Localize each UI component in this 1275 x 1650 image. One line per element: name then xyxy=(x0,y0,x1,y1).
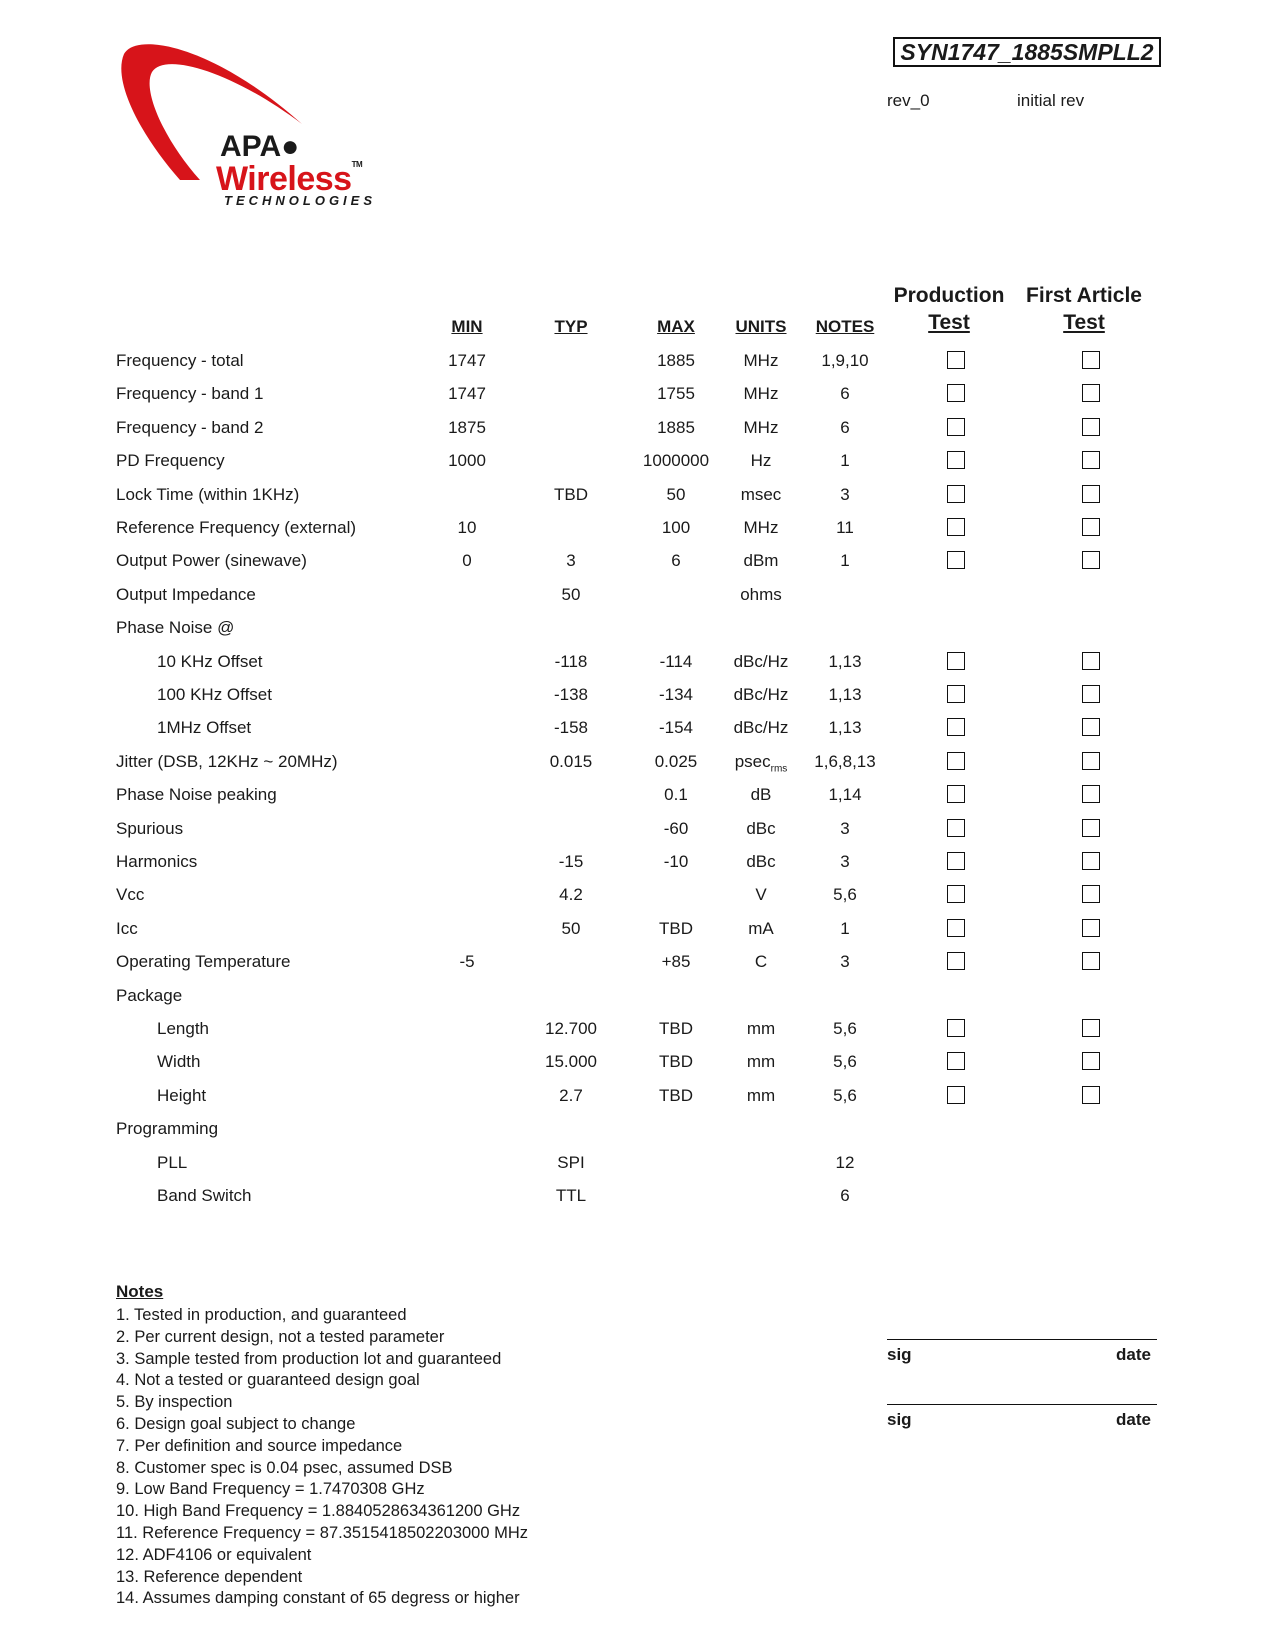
first-article-test-checkbox[interactable] xyxy=(1082,685,1100,703)
min-value: -5 xyxy=(459,952,475,971)
parameter-name: Phase Noise @ xyxy=(116,618,235,637)
production-test-checkbox[interactable] xyxy=(947,685,965,703)
parameter-name: Band Switch xyxy=(157,1186,252,1205)
units-text: MHz xyxy=(743,384,779,403)
min-value: 1747 xyxy=(448,351,486,370)
parameter-name: Programming xyxy=(116,1119,219,1138)
max-value: -154 xyxy=(658,718,694,737)
signature-line-1[interactable] xyxy=(887,1339,1157,1340)
column-header-max: MAX xyxy=(657,317,695,336)
max-value: 1885 xyxy=(657,351,695,370)
first-article-test-checkbox[interactable] xyxy=(1082,819,1100,837)
signature-label-2: sig xyxy=(887,1410,912,1429)
production-test-checkbox[interactable] xyxy=(947,652,965,670)
typ-value: -158 xyxy=(553,718,589,737)
table-row xyxy=(0,418,1275,448)
units-text: MHz xyxy=(743,418,779,437)
date-label-2: date xyxy=(1116,1410,1151,1429)
table-row xyxy=(0,1153,1275,1183)
note-item: 11. Reference Frequency = 87.3515418502203000 MHz xyxy=(116,1523,529,1542)
parameter-name: Output Power (sinewave) xyxy=(116,551,307,570)
note-item: 12. ADF4106 or equivalent xyxy=(116,1545,312,1564)
first-article-test-checkbox[interactable] xyxy=(1082,518,1100,536)
first-article-test-checkbox[interactable] xyxy=(1082,885,1100,903)
first-article-test-header-line1: First Article xyxy=(1026,284,1142,307)
typ-value: 15.000 xyxy=(545,1052,597,1071)
parameter-name: Output Impedance xyxy=(116,585,256,604)
first-article-test-checkbox[interactable] xyxy=(1082,384,1100,402)
max-value: 50 xyxy=(666,485,686,504)
first-article-test-checkbox[interactable] xyxy=(1082,785,1100,803)
note-item: 1. Tested in production, and guaranteed xyxy=(116,1306,407,1324)
units-text: mA xyxy=(748,919,774,938)
production-test-header-line2: Test xyxy=(928,311,970,334)
production-test-checkbox[interactable] xyxy=(947,551,965,569)
notes-ref: 6 xyxy=(840,418,850,437)
table-row xyxy=(0,752,1275,782)
parameter-name: Frequency - band 2 xyxy=(116,418,264,437)
table-row xyxy=(0,451,1275,481)
logo-apa-text: APA● xyxy=(220,130,300,163)
note-item: 5. By inspection xyxy=(116,1393,233,1412)
signature-label-1: sig xyxy=(887,1345,912,1364)
typ-value: 50 xyxy=(561,919,581,938)
production-test-checkbox[interactable] xyxy=(947,384,965,402)
table-row xyxy=(0,518,1275,548)
notes-ref: 1 xyxy=(840,551,850,570)
production-test-checkbox[interactable] xyxy=(947,885,965,903)
table-row xyxy=(0,685,1275,715)
max-value: +85 xyxy=(661,952,691,971)
first-article-test-checkbox[interactable] xyxy=(1082,852,1100,870)
table-row xyxy=(0,585,1275,615)
notes-ref: 5,6 xyxy=(833,1019,857,1038)
units-text: ohms xyxy=(740,585,782,604)
notes-ref: 6 xyxy=(840,1186,850,1205)
notes-ref: 1,13 xyxy=(828,652,862,671)
table-row xyxy=(0,551,1275,581)
table-row xyxy=(0,351,1275,381)
production-test-checkbox[interactable] xyxy=(947,919,965,937)
table-row xyxy=(0,1052,1275,1082)
max-value: -10 xyxy=(663,852,689,871)
units-text: dBc xyxy=(746,819,776,838)
max-value: 1755 xyxy=(657,384,695,403)
typ-value: -118 xyxy=(554,652,588,671)
first-article-test-checkbox[interactable] xyxy=(1082,451,1100,469)
typ-value: 12.700 xyxy=(545,1019,597,1038)
units-text: mm xyxy=(746,1086,776,1105)
units-value xyxy=(706,585,816,605)
notes-ref: 12 xyxy=(835,1153,855,1172)
notes-ref: 5,6 xyxy=(833,1086,857,1105)
note-item: 3. Sample tested from production lot and guaranteed xyxy=(116,1349,502,1368)
parameter-name: 100 KHz Offset xyxy=(157,685,272,704)
table-row xyxy=(0,885,1275,915)
table-row xyxy=(0,1186,1275,1216)
notes-title: Notes xyxy=(116,1282,164,1301)
first-article-test-checkbox[interactable] xyxy=(1082,351,1100,369)
parameter-name: Frequency - total xyxy=(116,351,244,370)
note-item: 10. High Band Frequency = 1.8840528634361200 GHz xyxy=(116,1502,521,1521)
document-id: SYN1747_1885SMPLL2 xyxy=(893,37,1161,67)
notes-ref: 3 xyxy=(840,952,850,971)
production-test-checkbox[interactable] xyxy=(947,518,965,536)
min-value: 1000 xyxy=(448,451,486,470)
first-article-test-header-line2: Test xyxy=(1063,311,1105,334)
notes-ref: 1,14 xyxy=(828,785,862,804)
table-row xyxy=(0,986,1275,1016)
units-text: V xyxy=(755,885,767,904)
note-item: 6. Design goal subject to change xyxy=(116,1414,356,1433)
parameter-name: PLL xyxy=(157,1153,188,1172)
note-item: 13. Reference dependent xyxy=(116,1567,303,1586)
typ-value: TBD xyxy=(554,485,588,504)
production-test-checkbox[interactable] xyxy=(947,785,965,803)
production-test-checkbox[interactable] xyxy=(947,752,965,770)
revision-label: rev_0 xyxy=(887,91,930,110)
first-article-test-checkbox[interactable] xyxy=(1082,919,1100,937)
production-test-checkbox[interactable] xyxy=(947,1086,965,1104)
units-text: mm xyxy=(746,1019,776,1038)
table-row xyxy=(0,785,1275,815)
production-test-checkbox[interactable] xyxy=(947,451,965,469)
production-test-checkbox[interactable] xyxy=(947,1052,965,1070)
max-value: 6 xyxy=(671,551,681,570)
parameter-name: 10 KHz Offset xyxy=(157,652,263,671)
table-row xyxy=(0,652,1275,682)
units-text: dBc/Hz xyxy=(733,652,789,671)
typ-value: 50 xyxy=(561,585,581,604)
first-article-test-checkbox[interactable] xyxy=(1082,418,1100,436)
first-article-test-checkbox[interactable] xyxy=(1082,652,1100,670)
first-article-test-checkbox[interactable] xyxy=(1082,752,1100,770)
first-article-test-checkbox[interactable] xyxy=(1082,551,1100,569)
parameter-name: Width xyxy=(157,1052,201,1071)
parameter-name: 1MHz Offset xyxy=(157,718,252,737)
typ-value: -138 xyxy=(553,685,589,704)
note-item: 8. Customer spec is 0.04 psec, assumed DSB xyxy=(116,1458,453,1477)
logo-technologies-text: TECHNOLOGIES xyxy=(224,193,377,208)
production-test-checkbox[interactable] xyxy=(947,1019,965,1037)
parameter-name: Operating Temperature xyxy=(116,952,291,971)
units-text: msec xyxy=(740,485,782,504)
signature-line-2[interactable] xyxy=(887,1404,1157,1405)
parameter-name: Phase Noise peaking xyxy=(116,785,277,804)
typ-value: TTL xyxy=(555,1186,587,1205)
notes-ref: 1,13 xyxy=(828,685,862,704)
max-value: 0.025 xyxy=(654,752,698,771)
production-test-checkbox[interactable] xyxy=(947,952,965,970)
notes-ref: 1,9,10 xyxy=(821,351,869,370)
table-row xyxy=(0,618,1275,648)
parameter-name: Height xyxy=(157,1086,207,1105)
table-row xyxy=(0,952,1275,982)
notes-ref: 1,6,8,13 xyxy=(814,752,876,771)
note-item: 4. Not a tested or guaranteed design goal xyxy=(116,1371,420,1390)
units-text: mm xyxy=(746,1052,776,1071)
typ-value: 4.2 xyxy=(559,885,583,904)
note-item: 7. Per definition and source impedance xyxy=(116,1436,403,1455)
max-value: -60 xyxy=(663,819,689,838)
min-value: 1747 xyxy=(448,384,486,403)
max-value: -134 xyxy=(658,685,694,704)
note-item: 2. Per current design, not a tested parameter xyxy=(116,1327,445,1346)
units-text: C xyxy=(754,952,768,971)
table-row xyxy=(0,852,1275,882)
production-test-checkbox[interactable] xyxy=(947,418,965,436)
notes-ref: 6 xyxy=(840,384,850,403)
first-article-test-checkbox[interactable] xyxy=(1082,952,1100,970)
min-value: 0 xyxy=(462,551,472,570)
note-item: 9. Low Band Frequency = 1.7470308 GHz xyxy=(116,1480,425,1499)
notes-ref: 3 xyxy=(840,852,850,871)
first-article-test-checkbox[interactable] xyxy=(1082,1086,1100,1104)
column-header-typ: TYP xyxy=(554,317,588,336)
table-row xyxy=(0,384,1275,414)
table-row xyxy=(0,1019,1275,1049)
units-text: dB xyxy=(750,785,772,804)
units-text: Hz xyxy=(750,451,772,470)
revision-note: initial rev xyxy=(1017,91,1085,110)
parameter-name: Reference Frequency (external) xyxy=(116,518,357,537)
parameter-name: Frequency - band 1 xyxy=(116,384,264,403)
max-value: TBD xyxy=(659,919,693,938)
typ-value: 2.7 xyxy=(559,1086,583,1105)
max-value: 100 xyxy=(661,518,691,537)
typ-value: SPI xyxy=(557,1153,585,1172)
production-test-header-line1: Production xyxy=(893,284,1005,307)
max-value: TBD xyxy=(659,1052,693,1071)
notes-ref: 3 xyxy=(840,819,850,838)
typ-value: 3 xyxy=(566,551,576,570)
table-row xyxy=(0,1086,1275,1116)
date-label-1: date xyxy=(1116,1345,1151,1364)
column-header-units: UNITS xyxy=(735,317,787,336)
units-text: dBc xyxy=(746,852,776,871)
max-value: 1000000 xyxy=(642,451,710,470)
notes-ref: 3 xyxy=(840,485,850,504)
company-logo xyxy=(112,42,412,212)
production-test-checkbox[interactable] xyxy=(947,485,965,503)
units-text: dBc/Hz xyxy=(733,685,789,704)
parameter-name: Length xyxy=(157,1019,209,1038)
first-article-test-checkbox[interactable] xyxy=(1082,1052,1100,1070)
max-value: 1885 xyxy=(657,418,695,437)
production-test-checkbox[interactable] xyxy=(947,351,965,369)
min-value: 10 xyxy=(457,518,477,537)
table-row xyxy=(0,485,1275,515)
units-text: dBm xyxy=(743,551,779,570)
units-subscript: rms xyxy=(770,763,788,775)
min-value: 1875 xyxy=(448,418,486,437)
notes-ref: 1 xyxy=(840,451,850,470)
notes-ref: 1 xyxy=(840,919,850,938)
table-row xyxy=(0,819,1275,849)
parameter-name: Harmonics xyxy=(116,852,198,871)
parameter-name: Lock Time (within 1KHz) xyxy=(116,485,300,504)
notes-ref: 5,6 xyxy=(833,885,857,904)
column-header-min: MIN xyxy=(451,317,483,336)
production-test-checkbox[interactable] xyxy=(947,852,965,870)
units-text: dBc/Hz xyxy=(733,718,789,737)
table-row xyxy=(0,1119,1275,1149)
notes-ref: 11 xyxy=(836,518,854,537)
parameter-name: Icc xyxy=(116,919,138,938)
parameter-name: Package xyxy=(116,986,183,1005)
parameter-name: Jitter (DSB, 12KHz ~ 20MHz) xyxy=(116,752,338,771)
note-item: 14. Assumes damping constant of 65 degress or higher xyxy=(116,1589,520,1608)
max-value: TBD xyxy=(659,1019,693,1038)
notes-ref: 1,13 xyxy=(828,718,862,737)
first-article-test-checkbox[interactable] xyxy=(1082,485,1100,503)
max-value: TBD xyxy=(659,1086,693,1105)
production-test-checkbox[interactable] xyxy=(947,819,965,837)
column-header-notes: NOTES xyxy=(815,317,875,336)
parameter-name: Vcc xyxy=(116,885,145,904)
first-article-test-checkbox[interactable] xyxy=(1082,1019,1100,1037)
units-text: psec xyxy=(734,752,771,771)
first-article-test-checkbox[interactable] xyxy=(1082,718,1100,736)
typ-value: 0.015 xyxy=(549,752,593,771)
max-value: -114 xyxy=(659,652,693,671)
parameter-name: PD Frequency xyxy=(116,451,225,470)
typ-value: -15 xyxy=(558,852,584,871)
units-text: MHz xyxy=(743,518,779,537)
notes-ref: 5,6 xyxy=(833,1052,857,1071)
logo-wireless-text: Wireless™ xyxy=(216,160,363,198)
table-row xyxy=(0,919,1275,949)
max-value: 0.1 xyxy=(664,785,688,804)
notes-list xyxy=(116,1305,528,1610)
table-row xyxy=(0,718,1275,748)
production-test-checkbox[interactable] xyxy=(947,718,965,736)
units-text: MHz xyxy=(743,351,779,370)
parameter-name: Spurious xyxy=(116,819,184,838)
